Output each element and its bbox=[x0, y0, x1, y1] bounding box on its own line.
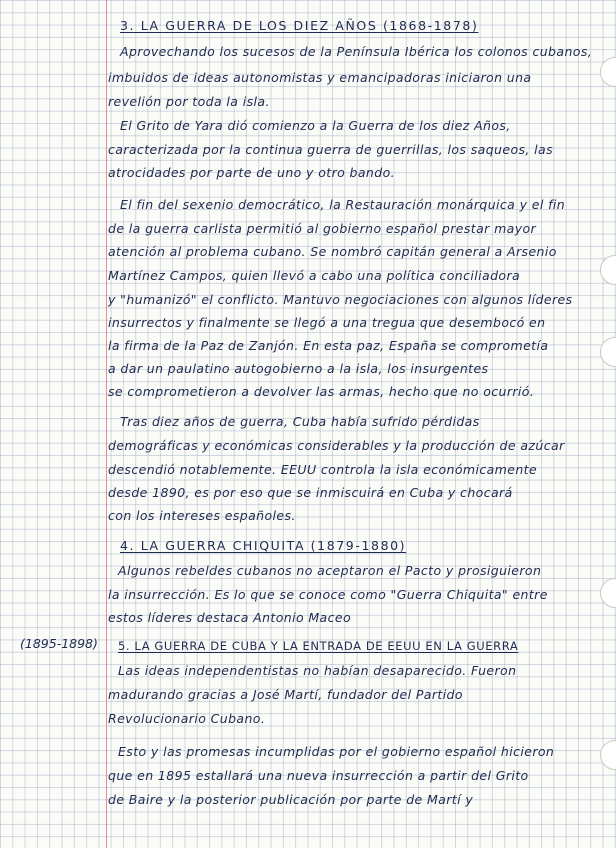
text-line: atrocidades por parte de uno y otro bando. bbox=[108, 165, 396, 180]
text-line: El Grito de Yara dió comienzo a la Guerra de los diez Años, bbox=[120, 118, 511, 133]
binder-hole bbox=[600, 740, 616, 770]
section-heading: 5. LA GUERRA DE CUBA Y LA ENTRADA DE EEUU EN LA GUERRA bbox=[118, 639, 519, 653]
text-line: madurando gracias a José Martí, fundador del Partido bbox=[108, 687, 463, 702]
text-line: Aprovechando los sucesos de la Península Ibérica los colonos cubanos, bbox=[120, 44, 593, 59]
text-line: revelión por toda la isla. bbox=[108, 94, 270, 109]
text-line: atención al problema cubano. Se nombró capitán general a Arsenio bbox=[108, 244, 557, 259]
text-line: se comprometieron a devolver las armas, hecho que no ocurrió. bbox=[108, 384, 535, 399]
margin-line bbox=[106, 0, 107, 848]
text-line: de Baire y la posterior publicación por parte de Martí y bbox=[108, 792, 474, 807]
binder-hole bbox=[600, 255, 616, 285]
text-line: desde 1890, es por eso que se inmiscuirá en Cuba y chocará bbox=[108, 485, 513, 500]
text-line: imbuidos de ideas autonomistas y emancipadoras iniciaron una bbox=[108, 70, 532, 85]
binder-hole bbox=[600, 578, 616, 608]
section-heading: 4. LA GUERRA CHIQUITA (1879-1880) bbox=[120, 538, 407, 553]
text-line: que en 1895 estallará una nueva insurrección a partir del Grito bbox=[108, 768, 529, 783]
text-line: de la guerra carlista permitió al gobierno español prestar mayor bbox=[108, 221, 537, 236]
text-line: caracterizada por la continua guerra de guerrillas, los saqueos, las bbox=[108, 142, 553, 157]
text-line: y "humanizó" el conflicto. Mantuvo negociaciones con algunos líderes bbox=[108, 292, 573, 307]
text-line: El fin del sexenio democrático, la Restauración monárquica y el fin bbox=[120, 197, 566, 212]
text-line: estos líderes destaca Antonio Maceo bbox=[108, 610, 352, 625]
text-line: la firma de la Paz de Zanjón. En esta paz, España se comprometía bbox=[108, 338, 549, 353]
text-line: Esto y las promesas incumplidas por el gobierno español hicieron bbox=[118, 744, 555, 759]
text-line: la insurrección. Es lo que se conoce como "Guerra Chiquita" entre bbox=[108, 587, 548, 602]
margin-date-note: (1895-1898) bbox=[20, 636, 98, 651]
section-heading: 3. LA GUERRA DE LOS DIEZ AÑOS (1868-1878) bbox=[120, 18, 479, 33]
binder-hole bbox=[600, 337, 616, 367]
text-line: Revolucionario Cubano. bbox=[108, 711, 266, 726]
text-line: Las ideas independentistas no habían desaparecido. Fueron bbox=[118, 663, 517, 678]
text-line: a dar un paulatino autogobierno a la isla, los insurgentes bbox=[108, 361, 489, 376]
text-line: insurrectos y finalmente se llegó a una tregua que desembocó en bbox=[108, 315, 546, 330]
text-line: Tras diez años de guerra, Cuba había sufrido pérdidas bbox=[120, 414, 480, 429]
text-line: con los intereses españoles. bbox=[108, 508, 296, 523]
text-line: demográficas y económicas considerables y la producción de azúcar bbox=[108, 438, 565, 453]
text-line: descendió notablemente. EEUU controla la isla económicamente bbox=[108, 462, 538, 477]
binder-hole bbox=[600, 57, 616, 87]
text-line: Martínez Campos, quien llevó a cabo una política conciliadora bbox=[108, 268, 521, 283]
text-line: Algunos rebeldes cubanos no aceptaron el Pacto y prosiguieron bbox=[118, 563, 542, 578]
